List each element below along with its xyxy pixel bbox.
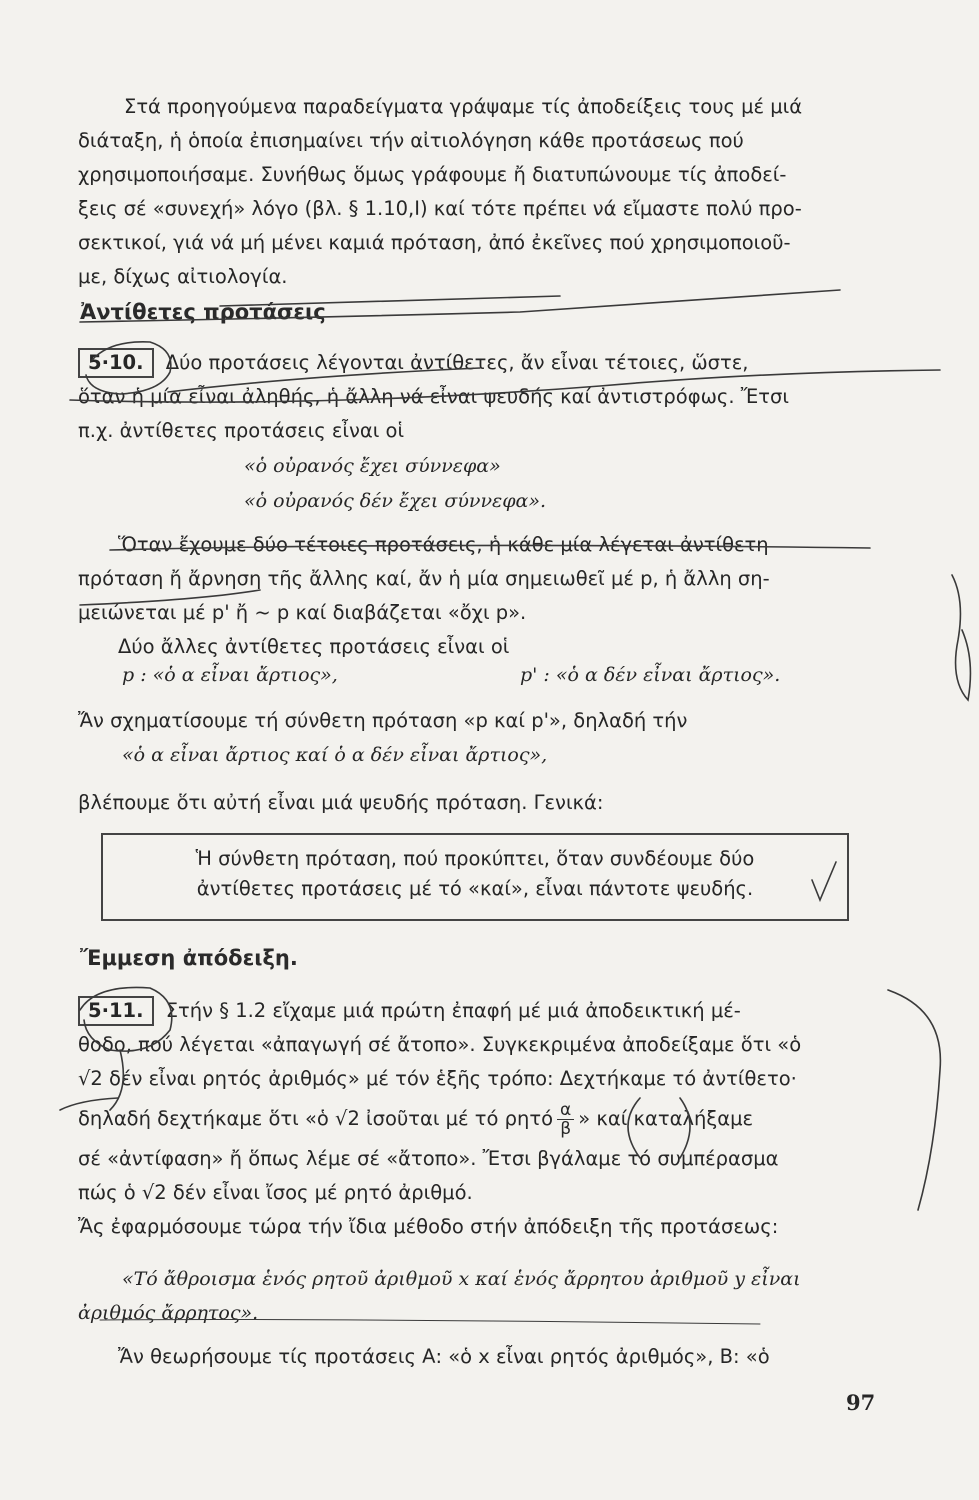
compound-example: «ὁ α εἶναι ἄρτιος καί ὁ α δέν εἶναι ἄρτιος», xyxy=(122,744,548,766)
intro-line: χρησιμοποιήσαμε. Συνήθως ὅμως γράφουμε ἤ διατυπώνουμε τίς ἀποδεί- xyxy=(78,163,787,186)
negation-underline-mark xyxy=(110,545,870,550)
text-line: Ἄν θεωρήσουμε τίς προτάσεις Α: «ὁ x εἶναι ρητός ἀριθμός», Β: «ὁ xyxy=(118,1345,770,1368)
fraction-paren-mark xyxy=(680,1098,690,1158)
negation-underline-mark xyxy=(80,590,260,605)
heading-antithetes: Ἀντίθετες προτάσεις xyxy=(80,300,326,324)
margin-curve-mark xyxy=(888,990,940,1210)
page-number: 97 xyxy=(846,1390,876,1415)
example-sentence: «ὁ οὐρανός δέν ἔχει σύννεφα». xyxy=(244,490,546,512)
text-line: √2 δέν εἶναι ρητός ἀριθμός» μέ τόν ἑξῆς τρόπο: Δεχτήκαμε τό ἀντίθετο· xyxy=(78,1067,797,1090)
definition-line: Δύο προτάσεις λέγονται ἀντίθετες, ἄν εἶναι τέτοιες, ὥστε, xyxy=(165,351,749,374)
quoted-proposition: ἀριθμός ἄρρητος». xyxy=(78,1302,259,1324)
section-number: 5·11. xyxy=(78,996,154,1026)
text-line: σέ «ἀντίφαση» ἤ ὅπως λέμε σέ «ἄτοπο». Ἔτσι βγάλαμε τό συμπέρασμα xyxy=(78,1147,779,1170)
text-line: μειώνεται μέ p' ἤ ~ p καί διαβάζεται «ὄχι p». xyxy=(78,601,527,624)
example-sentence: «ὁ οὐρανός ἔχει σύννεφα» xyxy=(244,455,501,477)
quote-underline-mark xyxy=(100,1320,760,1325)
text-line: Ἄς ἐφαρμόσουμε τώρα τήν ἴδια μέθοδο στήν ἀπόδειξη τῆς προτάσεως: xyxy=(78,1215,779,1238)
margin-scribble-mark xyxy=(952,575,970,700)
definition-line-end: Ἔτσι xyxy=(740,385,789,408)
section-number: 5·10. xyxy=(78,348,154,378)
example-intro: π.χ. ἀντίθετες προτάσεις εἶναι οἱ xyxy=(78,419,405,442)
rule-line: Ἡ σύνθετη πρόταση, πού προκύπτει, ὅταν συνδέουμε δύο xyxy=(195,847,755,870)
text-line: δηλαδή δεχτήκαμε ὅτι «ὁ √2 ἰσοῦται μέ τό ρητό xyxy=(78,1107,554,1130)
proposition-p: p : «ὁ α εἶναι ἄρτιος», xyxy=(122,664,338,686)
definition-line: ὅταν ἡ μία εἶναι ἀληθής, ἡ ἄλλη νά εἶναι ψευδής καί ἀντιστρόφως. xyxy=(78,385,735,408)
intro-line: με, δίχως αἰτιολογία. xyxy=(78,265,288,288)
text-line: Στήν § 1.2 εἴχαμε μιά πρώτη ἐπαφή μέ μιά ἀποδεικτική μέ- xyxy=(165,999,741,1022)
text-line: πρόταση ἤ ἄρνηση τῆς ἄλλης καί, ἄν ἡ μία σημειωθεῖ μέ p, ἡ ἄλλη ση- xyxy=(78,567,770,590)
definition-underline-mark xyxy=(70,370,940,402)
text-line: » καί καταλήξαμε xyxy=(578,1107,754,1130)
proposition-p-prime: p' : «ὁ α δέν εἶναι ἄρτιος». xyxy=(520,664,781,686)
heading-underline-mark xyxy=(80,290,840,322)
fraction-paren-mark xyxy=(628,1098,640,1158)
fraction-denominator: β xyxy=(560,1119,572,1139)
circle-mark xyxy=(80,987,172,1051)
intro-line: ξεις σέ «συνεχή» λόγο (βλ. § 1.10,Ι) καί τότε πρέπει νά εἴμαστε πολύ προ- xyxy=(78,197,802,220)
check-mark xyxy=(812,862,836,900)
text-line: Ἄν σχηματίσουμε τή σύνθετη πρόταση «p καί p'», δηλαδή τήν xyxy=(78,709,688,732)
fraction-numerator: α xyxy=(557,1101,574,1120)
text-line: θοδο, πού λέγεται «ἀπαγωγή σέ ἄτοπο». Συγκεκριμένα ἀποδείξαμε ὅτι «ὁ xyxy=(78,1033,802,1056)
definition-underline-mark xyxy=(168,368,480,392)
intro-line: Στά προηγούμενα παραδείγματα γράψαμε τίς ἀποδείξεις τους μέ μιά xyxy=(124,95,803,118)
quoted-proposition: «Τό ἄθροισμα ἑνός ρητοῦ ἀριθμοῦ x καί ἑνός ἄρρητου ἀριθμοῦ y εἶναι xyxy=(122,1268,801,1290)
text-line: Ὅταν ἔχουμε δύο τέτοιες προτάσεις, ἡ κάθε μία λέγεται ἀντίθετη xyxy=(118,533,769,556)
pencil-stroke-mark xyxy=(110,1050,123,1110)
text-line: πώς ὁ √2 δέν εἶναι ἴσος μέ ρητό ἀριθμό. xyxy=(78,1181,473,1204)
text-line: βλέπουμε ὅτι αὐτή εἶναι μιά ψευδής πρόταση. Γενικά: xyxy=(78,791,604,814)
intro-line: διάταξη, ἡ ὁποία ἐπισημαίνει τήν αἰτιολόγηση κάθε προτάσεως πού xyxy=(78,129,744,152)
heading-swoosh-mark xyxy=(220,296,560,306)
rule-line: ἀντίθετες προτάσεις μέ τό «καί», εἶναι πάντοτε ψευδής. xyxy=(196,877,754,900)
circle-mark xyxy=(86,342,171,394)
text-line: Δύο ἄλλες ἀντίθετες προτάσεις εἶναι οἱ xyxy=(118,635,510,658)
pencil-stroke-mark xyxy=(60,1098,118,1110)
intro-line: σεκτικοί, γιά νά μή μένει καμιά πρόταση, ἀπό ἐκεῖνες πού χρησιμοποιοῦ- xyxy=(78,231,791,254)
heading-emmesi: Ἔμμεση ἀπόδειξη. xyxy=(80,946,298,970)
